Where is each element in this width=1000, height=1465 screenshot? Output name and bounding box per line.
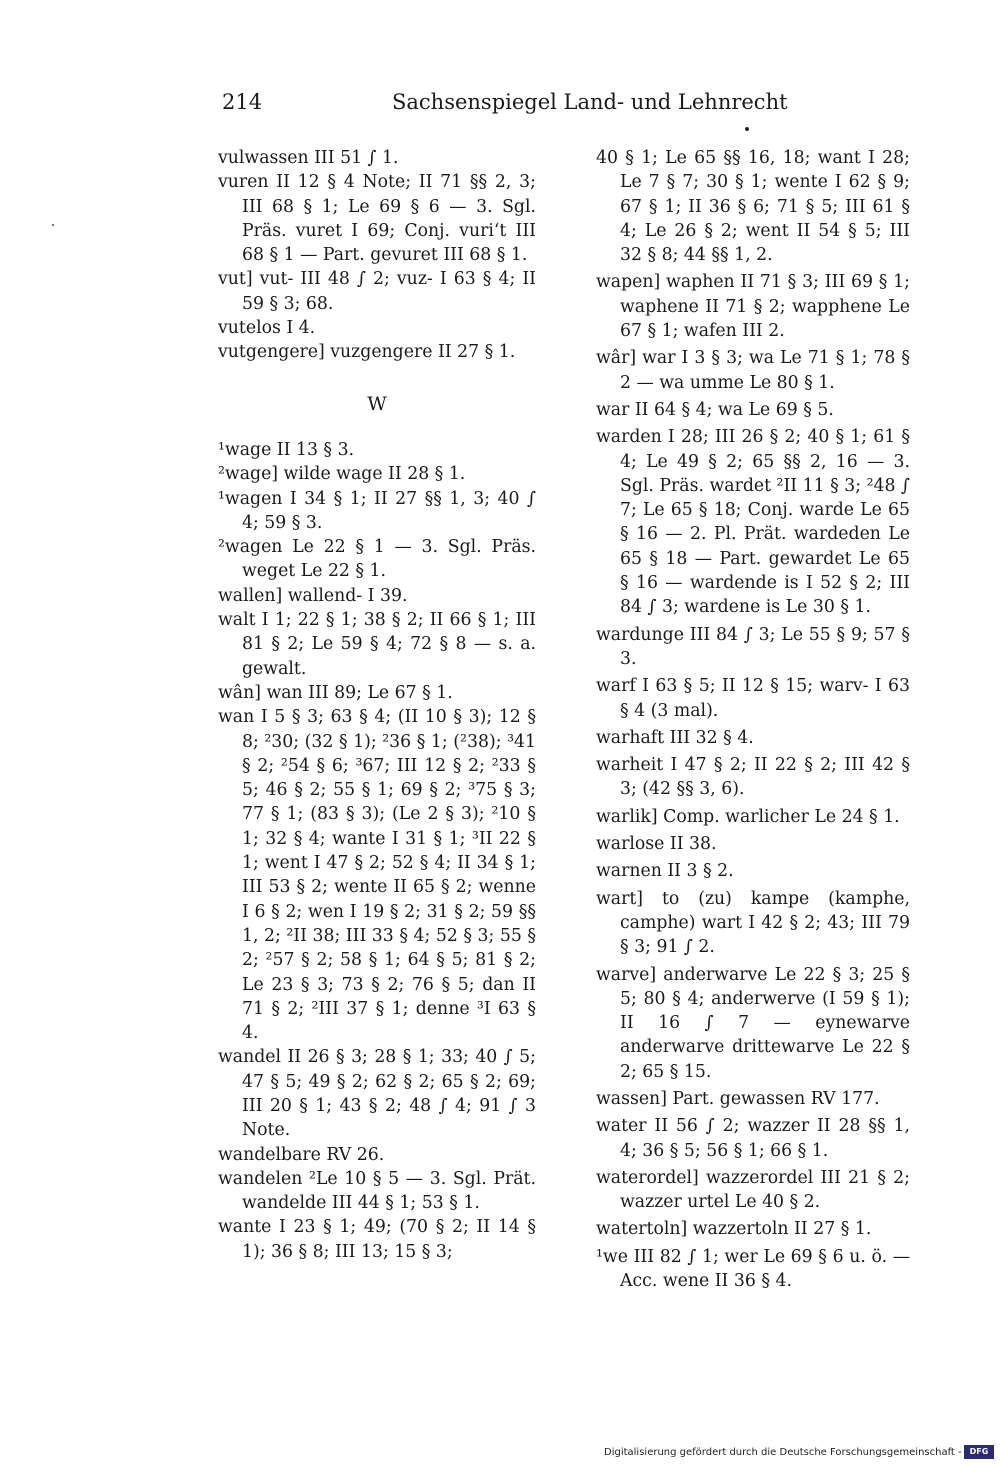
index-entry: waterordel] wazzerordel III 21 § 2; wazzer urtel Le 40 § 2. (596, 1167, 910, 1213)
index-entry: wallen] wallend- I 39. (218, 585, 408, 606)
index-entry: ²wage] wilde wage II 28 § 1. (218, 464, 466, 485)
right-column (596, 146, 910, 1293)
left-column (218, 146, 536, 1264)
index-entry: walt I 1; 22 § 1; 38 § 2; II 66 § 1; III 81 § 2; Le 59 § 4; 72 § 8 — s. a. gewalt. (218, 610, 536, 679)
index-entry: warhaft III 32 § 4. (596, 727, 754, 748)
index-entry: warnen II 3 § 2. (596, 861, 734, 882)
index-entry: wân] wan III 89; Le 67 § 1. (218, 682, 453, 703)
index-entry: water II 56 ∫ 2; wazzer II 28 §§ 1, 4; 36 § 5; 56 § 1; 66 § 1. (596, 1116, 910, 1161)
page-number: 214 (222, 90, 263, 114)
index-entry: warf I 63 § 5; II 12 § 15; warv- I 63 § 4 (3 mal). (596, 676, 910, 721)
index-entry: vut] vut- III 48 ∫ 2; vuz- I 63 § 4; II 59 § 3; 68. (218, 269, 536, 314)
index-entry: wardunge III 84 ∫ 3; Le 55 § 9; 57 § 3. (596, 624, 910, 669)
index-entry: ²wagen Le 22 § 1 — 3. Sgl. Präs. weget Le 22 § 1. (218, 537, 536, 582)
digitization-footer (604, 1445, 994, 1461)
index-entry: watertoln] wazzertoln II 27 § 1. (596, 1219, 872, 1240)
index-entry: wandelen ²Le 10 § 5 — 3. Sgl. Prät. wandelde III 44 § 1; 53 § 1. (218, 1168, 536, 1214)
running-title: Sachsenspiegel Land- und Lehnrecht (392, 90, 788, 114)
index-entry: warve] anderwarve Le 22 § 3; 25 § 5; 80 § 4; anderwerve (I 59 § 1); II 16 ∫ 7 — eynewarve anderwarve drittewarve Le 22 § 2; 65 § 15. (596, 964, 910, 1082)
index-entry: warlik] Comp. warlicher Le 24 § 1. (596, 806, 900, 827)
funding-note: Digitalisierung gefördert durch die Deutsche Forschungsgemeinschaft - (604, 1447, 962, 1458)
index-entry: wart] to (zu) kampe (kamphe, camphe) wart I 42 § 2; 43; III 79 § 3; 91 ∫ 2. (596, 888, 910, 958)
index-entry: warden I 28; III 26 § 2; 40 § 1; 61 § 4; Le 49 § 2; 65 §§ 2, 16 — 3. Sgl. Präs. wardet ²II 11 § 3; ²48 ∫ 7; Le 65 § 18; Conj. warde Le 65 § 16 — 2. Pl. Prät. wardeden Le 65 § 18 — Part. gewardet Le 65 § 16 — wardende is I 52 § 2; III 84 ∫ 3; wardene is Le 30 § 1. (596, 427, 910, 618)
index-entry: warlose II 38. (596, 834, 717, 855)
index-entry: 40 § 1; Le 65 §§ 16, 18; want I 28; Le 7 § 7; 30 § 1; wente I 62 § 9; 67 § 1; II 36 § 6; 71 § 5; III 61 § 4; Le 26 § 2; went II 54 § 5; III 32 § 8; 44 §§ 1, 2. (596, 148, 910, 266)
index-entry: vutgengere] vuzgengere II 27 § 1. (218, 342, 516, 363)
index-entry: wandelbare RV 26. (218, 1144, 385, 1165)
scan-dot (745, 127, 749, 131)
index-entry: wapen] waphen II 71 § 3; III 69 § 1; waphene II 71 § 2; wapphene Le 67 § 1; wafen III 2. (596, 272, 910, 342)
index-entry: warheit I 47 § 2; II 22 § 2; III 42 § 3; (42 §§ 3, 6). (596, 755, 910, 800)
index-entry: ¹we III 82 ∫ 1; wer Le 69 § 6 u. ö. — Acc. wene II 36 § 4. (596, 1246, 910, 1292)
index-entry: wante I 23 § 1; 49; (70 § 2; II 14 § 1); 36 § 8; III 13; 15 § 3; (218, 1217, 536, 1262)
index-entry: wâr] war I 3 § 3; wa Le 71 § 1; 78 § 2 — wa umme Le 80 § 1. (596, 348, 910, 393)
index-entry: wassen] Part. gewassen RV 177. (596, 1088, 880, 1109)
page-header (222, 90, 788, 124)
index-entry: wan I 5 § 3; 63 § 4; (II 10 § 3); 12 § 8; ²30; (32 § 1); ²36 § 1; (²38); ³41 § 2; ²54 § 6; ³67; III 12 § 2; ²33 § 5; 46 § 2; 55 § 1; 69 § 2; ³75 § 3; 77 § 1; (83 § 3); (Le 2 § 3); ²10 § 1; 32 § 4; wante I 31 § 1; ³II 22 § 1; went I 47 § 2; 52 § 4; II 34 § 1; III 53 § 2; wente II 65 § 2; wenne I 6 § 2; wen I 19 § 2; 31 § 2; 59 §§ 1, 2; ²II 38; III 33 § 4; 52 § 3; 55 § 2; ²57 § 2; 58 § 1; 64 § 5; 81 § 2; Le 23 § 3; 73 § 2; 76 § 5; dan II 71 § 2; ²III 37 § 1; denne ³I 63 § 4. (218, 707, 536, 1044)
dfg-logo-icon: DFG (964, 1445, 994, 1459)
index-entry: vulwassen III 51 ∫ 1. (218, 148, 399, 168)
index-entry: war II 64 § 4; wa Le 69 § 5. (596, 399, 834, 420)
section-letter: W (367, 392, 387, 415)
index-entry: ¹wagen I 34 § 1; II 27 §§ 1, 3; 40 ∫ 4; 59 § 3. (218, 488, 536, 533)
index-entry: wandel II 26 § 3; 28 § 1; 33; 40 ∫ 5; 47 § 5; 49 § 2; 62 § 2; 65 § 2; 69; III 20 § 1; 43 § 2; 48 ∫ 4; 91 ∫ 3 Note. (218, 1047, 536, 1141)
scan-speck (52, 224, 54, 226)
index-entry: ¹wage II 13 § 3. (218, 439, 355, 460)
index-entry: vuren II 12 § 4 Note; II 71 §§ 2, 3; III 68 § 1; Le 69 § 6 — 3. Sgl. Präs. vuret I 69; Conj. vuri‘t III 68 § 1 — Part. gevuret III 68 § 1. (218, 172, 536, 266)
index-entry: vutelos I 4. (218, 318, 316, 339)
